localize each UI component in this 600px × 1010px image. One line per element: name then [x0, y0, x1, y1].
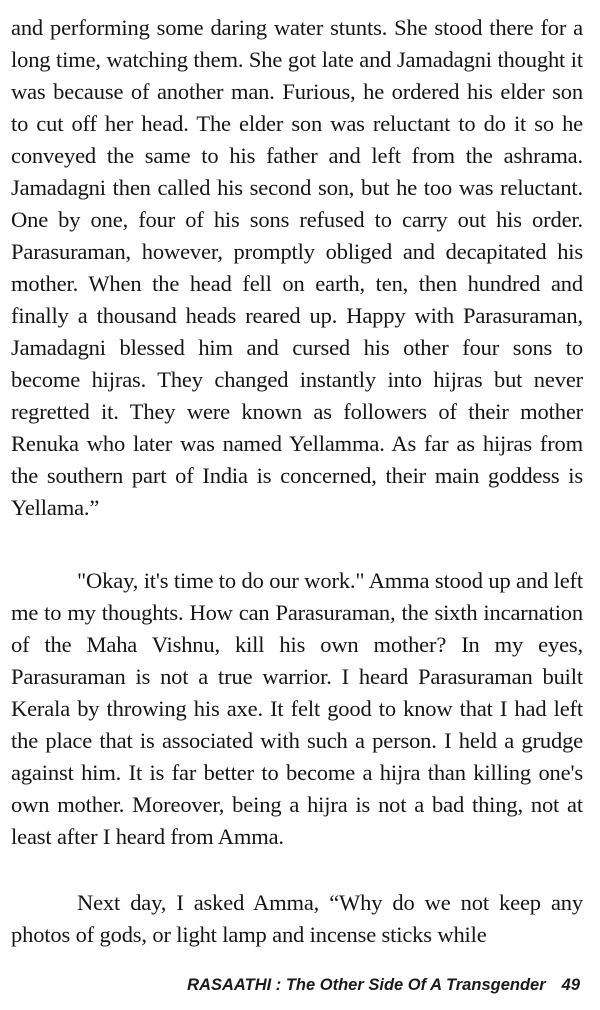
page-number: 49	[561, 976, 580, 994]
paragraph-1: and performing some daring water stunts. She stood there for a long time, watching them. She got late and Jamadagni thought it was because of another man. Furious, he ordered his elder son to cut off her head. The elder son was reluctant to do it so he conveyed the same to his father and left from the ashrama. Jamadagni then called his second son, but he too was reluctant. One by one, four of his sons refused to carry out his order. Parasuraman, however, promptly obliged and decapitated his mother. When the head fell on earth, ten, then hundred and finally a thousand heads reared up. Happy with Parasuraman, Jamadagni blessed him and cursed his other four sons to become hijras. They changed instantly into hijras but never regretted it. They were known as followers of their mother Renuka who later was named Yellamma. As far as hijras from the southern part of India is concerned, their main goddess is Yellama.”	[11, 15, 583, 520]
paragraph-2: "Okay, it's time to do our work." Amma stood up and left me to my thoughts. How can Parasuraman, the sixth incarnation of the Maha Vishnu, kill his own mother? In my eyes, Parasuraman is not a true warrior. I heard Parasuraman built Kerala by throwing his axe. It felt good to know that I had left the place that is associated with such a person. I held a grudge against him. It is far better to become a hijra than killing one's own mother. Moreover, being a hijra is not a bad thing, not at least after I heard from Amma.	[11, 568, 583, 849]
running-title: RASAATHI : The Other Side Of A Transgender	[187, 976, 546, 994]
paragraph-3: Next day, I asked Amma, “Why do we not keep any photos of gods, or light lamp and incense sticks while	[11, 890, 583, 947]
page-footer	[187, 976, 580, 995]
